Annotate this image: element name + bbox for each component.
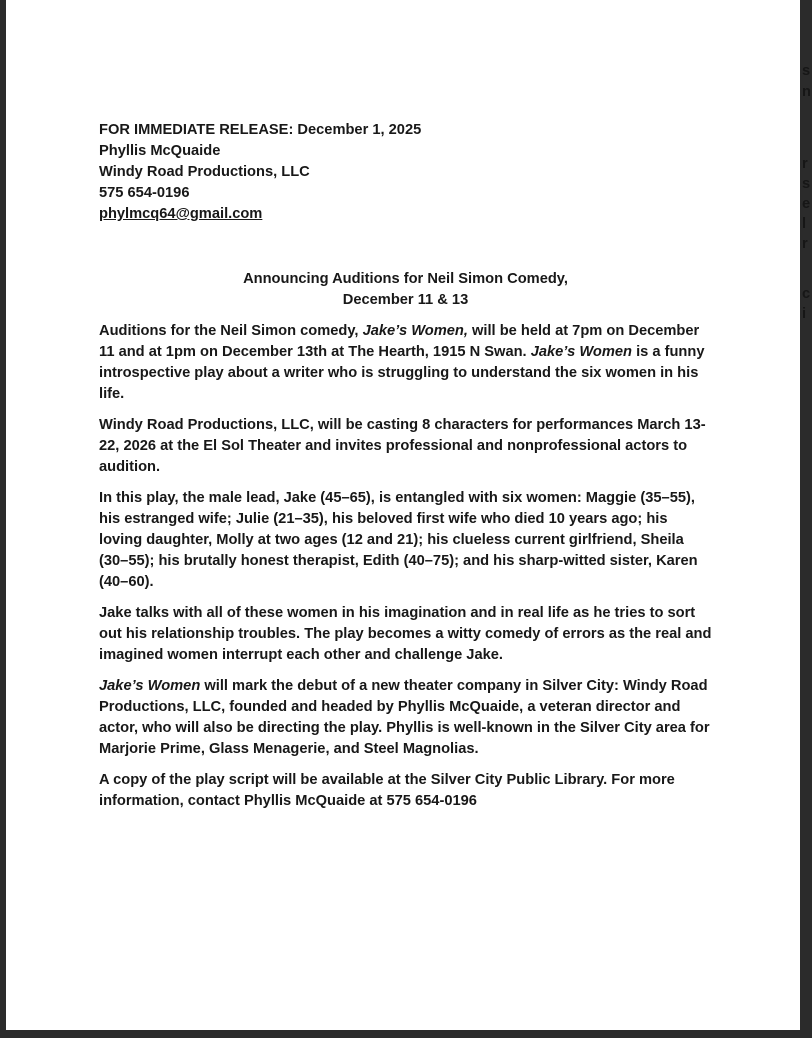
text-run: In this play, the male lead, Jake (45–65), is entangled with six women: Maggie (35–55), his estranged wife; Julie (21–35), his beloved first wife who died 10 years ago; his loving daughter, Molly at two ages (12 and 21); his clueless current girlfriend, Sheila (30–55); his brutally honest therapist, Edith (40–75); and his sharp-witted sister, Karen (40–60). — [99, 490, 698, 590]
edge-glyph-fragment: l — [802, 216, 807, 232]
italic-run: Jake’s Women, — [362, 323, 468, 339]
edge-glyph-fragment: i — [802, 306, 807, 322]
text-run: A copy of the play script will be available at the Silver City Public Library. For more information, contact Phyllis McQuaide at 575 654-0196 — [99, 772, 675, 809]
press-release — [99, 0, 712, 812]
edge-glyph-fragment: c — [802, 286, 811, 302]
document-page — [6, 0, 800, 1030]
adjacent-page-edge — [800, 0, 812, 1038]
body-copy — [99, 321, 712, 812]
body-paragraph — [99, 676, 712, 760]
company-name: Windy Road Productions, LLC — [99, 164, 310, 180]
body-paragraph — [99, 488, 712, 593]
italic-run: Jake’s Women — [530, 344, 632, 360]
edge-glyph-fragment: r — [802, 236, 808, 252]
edge-glyph-fragment: n — [802, 84, 811, 100]
headline-line-2: December 11 & 13 — [342, 292, 469, 308]
text-run: Auditions for the Neil Simon comedy, — [99, 323, 363, 339]
edge-glyph-fragment: s — [802, 176, 811, 192]
body-paragraph — [99, 415, 712, 478]
body-paragraph — [99, 603, 712, 666]
text-run: will be held at 7pm on December 11 and at 1pm on December 13th at The Hearth, 1915 N Swan. — [99, 323, 700, 360]
press-release-header — [99, 120, 712, 225]
italic-run: Jake’s Women — [99, 678, 201, 694]
text-run: will mark the debut of a new theater company in Silver City: Windy Road Productions, LLC, founded and headed by Phyllis McQuaide, a veteran director and actor, who will also be directing the play. Phyllis is well-known in the Silver City area for Marjorie Prime, Glass Menagerie, and Steel Magnolias. — [99, 678, 710, 757]
edge-glyph-fragment: r — [802, 156, 808, 172]
text-run: Jake talks with all of these women in his imagination and in real life as he tries to sort out his relationship troubles. The play becomes a witty comedy of errors as the real and imagined women interrupt each other and challenge Jake. — [99, 605, 712, 663]
release-date-line: FOR IMMEDIATE RELEASE: December 1, 2025 — [99, 122, 422, 138]
text-run: Windy Road Productions, LLC, will be casting 8 characters for performances March 13-22, 2026 at the El Sol Theater and invites professional and nonprofessional actors to audition. — [99, 417, 706, 475]
headline-line-1: Announcing Auditions for Neil Simon Comedy, — [243, 271, 568, 287]
email-line — [99, 204, 712, 225]
text-run: is a funny introspective play about a writer who is struggling to understand the six women in his life. — [99, 344, 705, 402]
phone-number: 575 654-0196 — [99, 185, 190, 201]
edge-glyph-fragment: s — [802, 63, 811, 79]
body-paragraph — [99, 321, 712, 405]
headline — [99, 269, 712, 311]
edge-glyph-fragment: e — [802, 196, 811, 212]
email-link[interactable]: phylmcq64@gmail.com — [99, 206, 263, 222]
body-paragraph — [99, 770, 712, 812]
contact-name: Phyllis McQuaide — [99, 143, 221, 159]
